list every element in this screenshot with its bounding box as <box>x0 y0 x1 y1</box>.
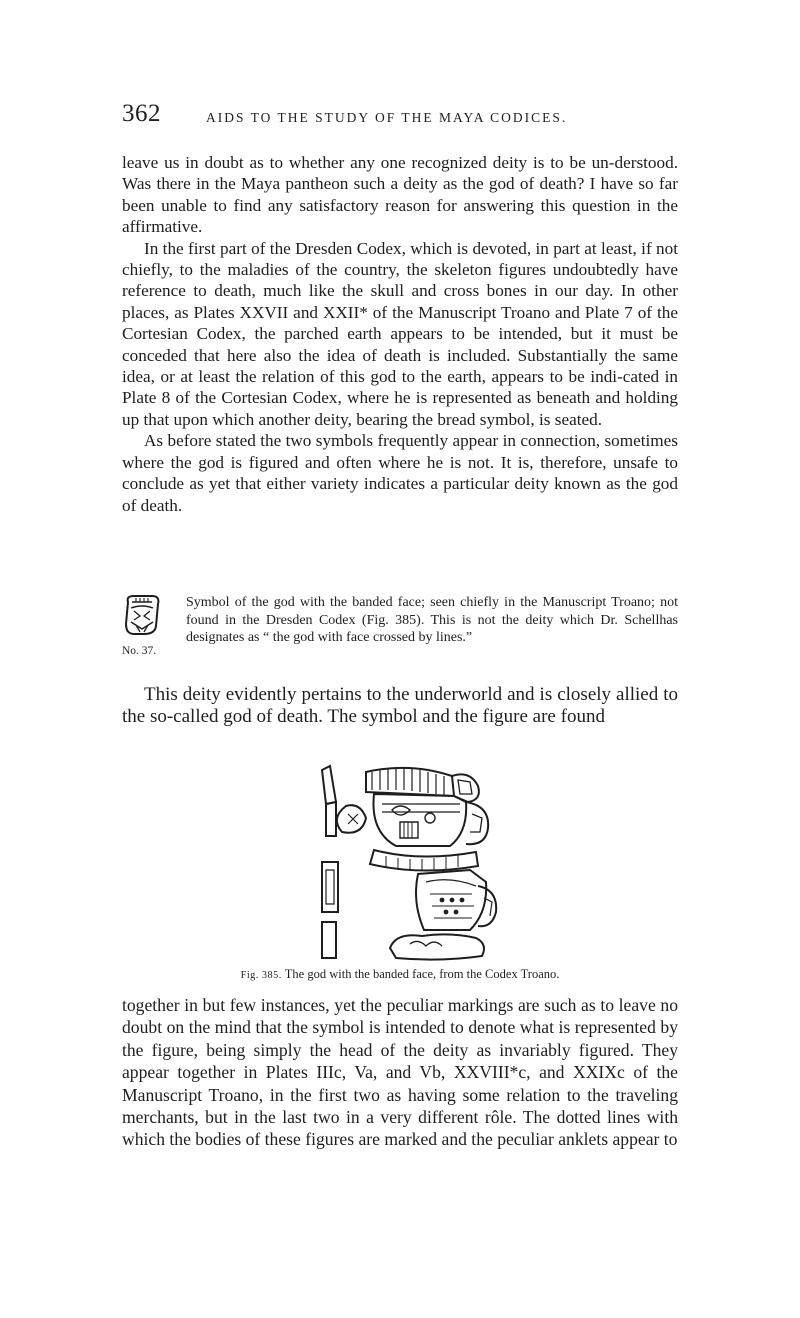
symbol-37 <box>122 594 678 680</box>
paragraph-5: together in but few instances, yet the peculiar markings are such as to leave no doubt on the mind that the symbol is intended to denote what is represented by the figure, being simply the head of the deity as invariably figured. They appear together in Plates IIIc, Va, and Vb, XXVIII*c, and XXIXc of the Manuscript Troano, in the first two as having some relation to the traveling merchants, but in the last two in a very different rôle. The dotted lines with which the bodies of these figures are marked and the peculiar anklets appear to <box>122 995 678 1150</box>
running-head: AIDS TO THE STUDY OF THE MAYA CODICES. <box>206 110 568 125</box>
text-block-top <box>122 152 678 516</box>
banded-face-glyph-icon <box>122 594 162 636</box>
figure-caption-text: The god with the banded face, from the Codex Troano. <box>284 967 560 981</box>
page-header <box>122 96 682 136</box>
paragraph-1: leave us in doubt as to whether any one recognized deity is to be un-derstood. Was there in the Maya pantheon such a deity as the god of death? I have so far been unable to find any satisfactory reason for answering this question in the affirmative. <box>122 153 678 237</box>
paragraph-4: This deity evidently pertains to the underworld and is closely allied to the so-called god of death. The symbol and the figure are found <box>122 684 678 727</box>
figure-label: Fig. 385. <box>240 970 282 981</box>
text-block-middle <box>122 684 678 728</box>
paragraph-2: In the first part of the Dresden Codex, which is devoted, in part at least, if not chiefly, to the maladies of the country, the skeleton figures undoubtedly have reference to death, much like the skull and cross bones in our day. In other places, as Plates XXVII and XXII* of the Manuscript Troano and Plate 7 of the Cortesian Codex, the parched earth appears to be intended, but it must be conceded that here also the idea of death is included. Substantially the same idea, or at least the relation of this god to the earth, appears to be indi-cated in Plate 8 of the Cortesian Codex, where he is represented as beneath and holding up that upon which another deity, bearing the bread symbol, is seated. <box>122 238 678 429</box>
symbol-caption: Symbol of the god with the banded face; seen chiefly in the Manuscript Troano; not found in the Dresden Codex (Fig. 385). This is not the deity which Dr. Schellhas designates as “ the god with face crossed by lines.” <box>186 595 678 646</box>
page-number: 362 <box>122 100 161 127</box>
text-block-bottom <box>122 994 678 1151</box>
paragraph-3: As before stated the two symbols frequently appear in connection, sometimes where the god is figured and often where he is not. It is, therefore, unsafe to conclude as yet that either variety indicates a particular deity known as the god of death. <box>122 431 678 515</box>
symbol-number: No. 37. <box>122 645 157 657</box>
god-banded-face-illustration <box>300 762 530 962</box>
figure-caption <box>122 967 678 982</box>
